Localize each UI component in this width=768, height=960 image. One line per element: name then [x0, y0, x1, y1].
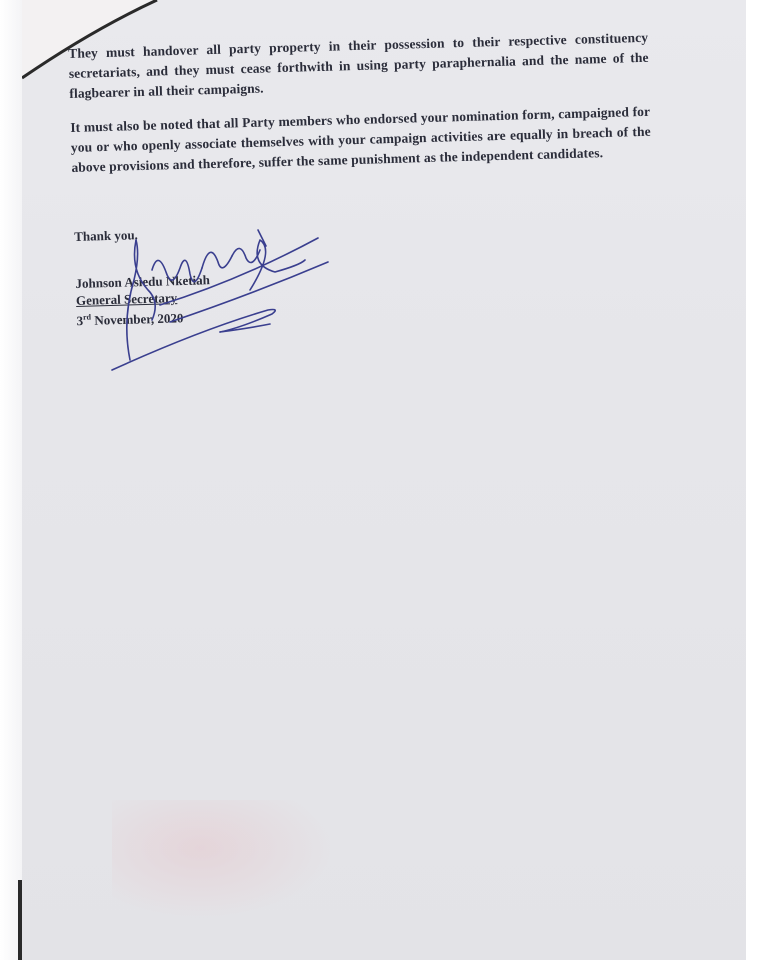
date-day: 3 — [76, 313, 84, 329]
signatory-title: General Secretary — [75, 290, 178, 308]
paper-stain — [112, 800, 332, 920]
page-left-margin — [0, 0, 22, 960]
handwritten-signature — [100, 210, 330, 380]
paragraph-party-property: They must handover all party property in their possession to their respective constituency secretariats, and they must cease forthwith in using party paraphernalia and the name of the flagbearer in all their campaigns. — [68, 29, 649, 101]
closing-text: Thank you. — [74, 227, 139, 244]
letter-body — [68, 28, 652, 192]
date-month-year: November, 2020 — [90, 310, 184, 328]
paragraph-party-members: It must also be noted that all Party members who endorsed your nomination form, campaigned for you or who openly associate themselves with your campaign activities are equally in breach of the above provisions and therefore, suffer the same punishment as the independent candidates. — [70, 103, 651, 175]
signatory-name: Johnson Asiedu Nketiah — [75, 272, 211, 291]
date-suffix: rd — [82, 312, 92, 322]
